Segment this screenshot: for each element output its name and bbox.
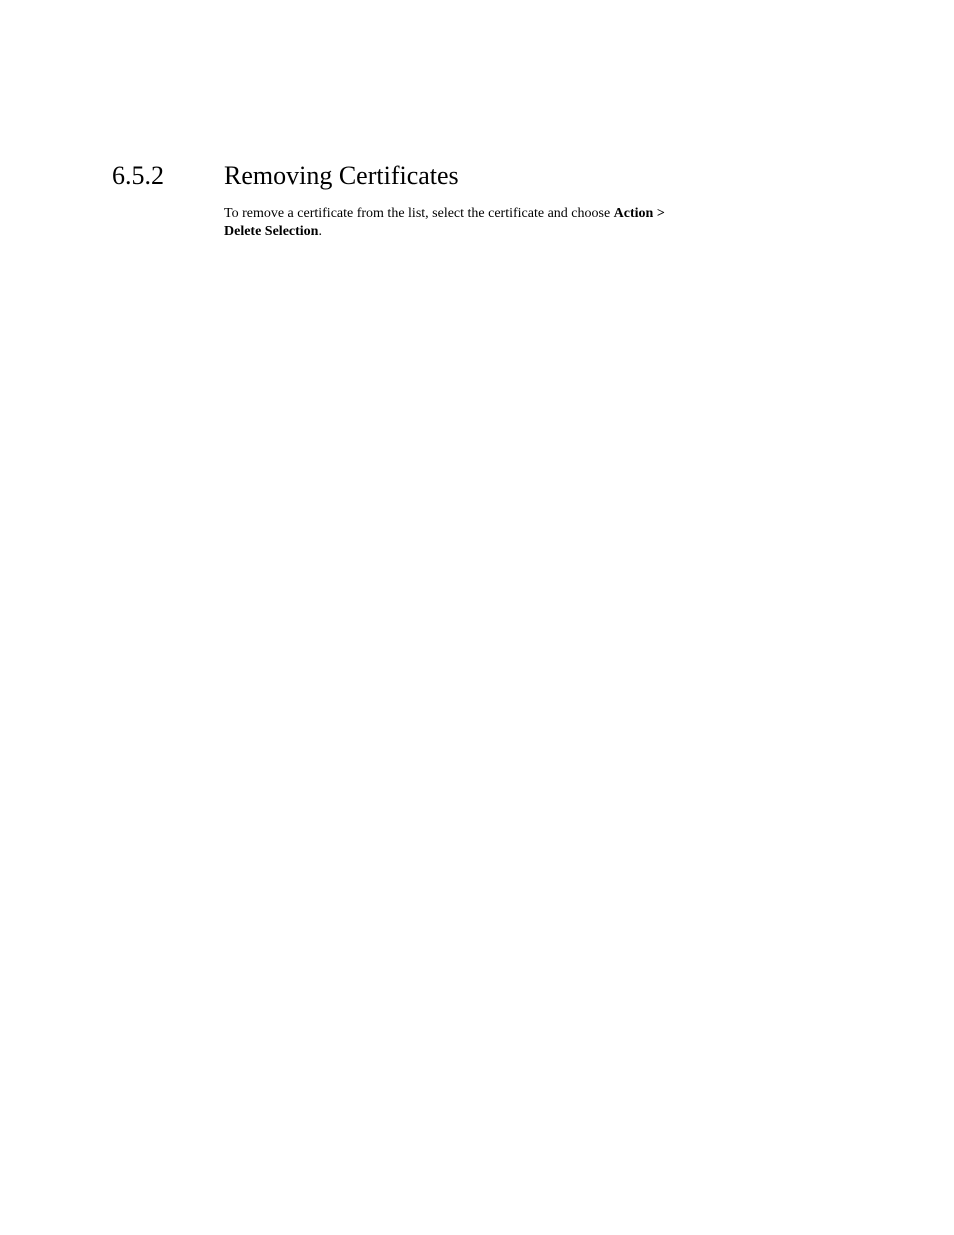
section-heading	[112, 158, 872, 194]
section-title: Removing Certificates	[224, 161, 459, 190]
body-paragraph	[224, 205, 764, 241]
paragraph-text-before: To remove a certificate from the list, select the certificate and choose	[224, 206, 614, 221]
section-number: 6.5.2	[112, 161, 164, 190]
menu-path-delete-selection: Delete Selection	[224, 224, 319, 239]
paragraph-text-after: .	[318, 224, 322, 239]
menu-path-action: Action >	[613, 206, 665, 221]
